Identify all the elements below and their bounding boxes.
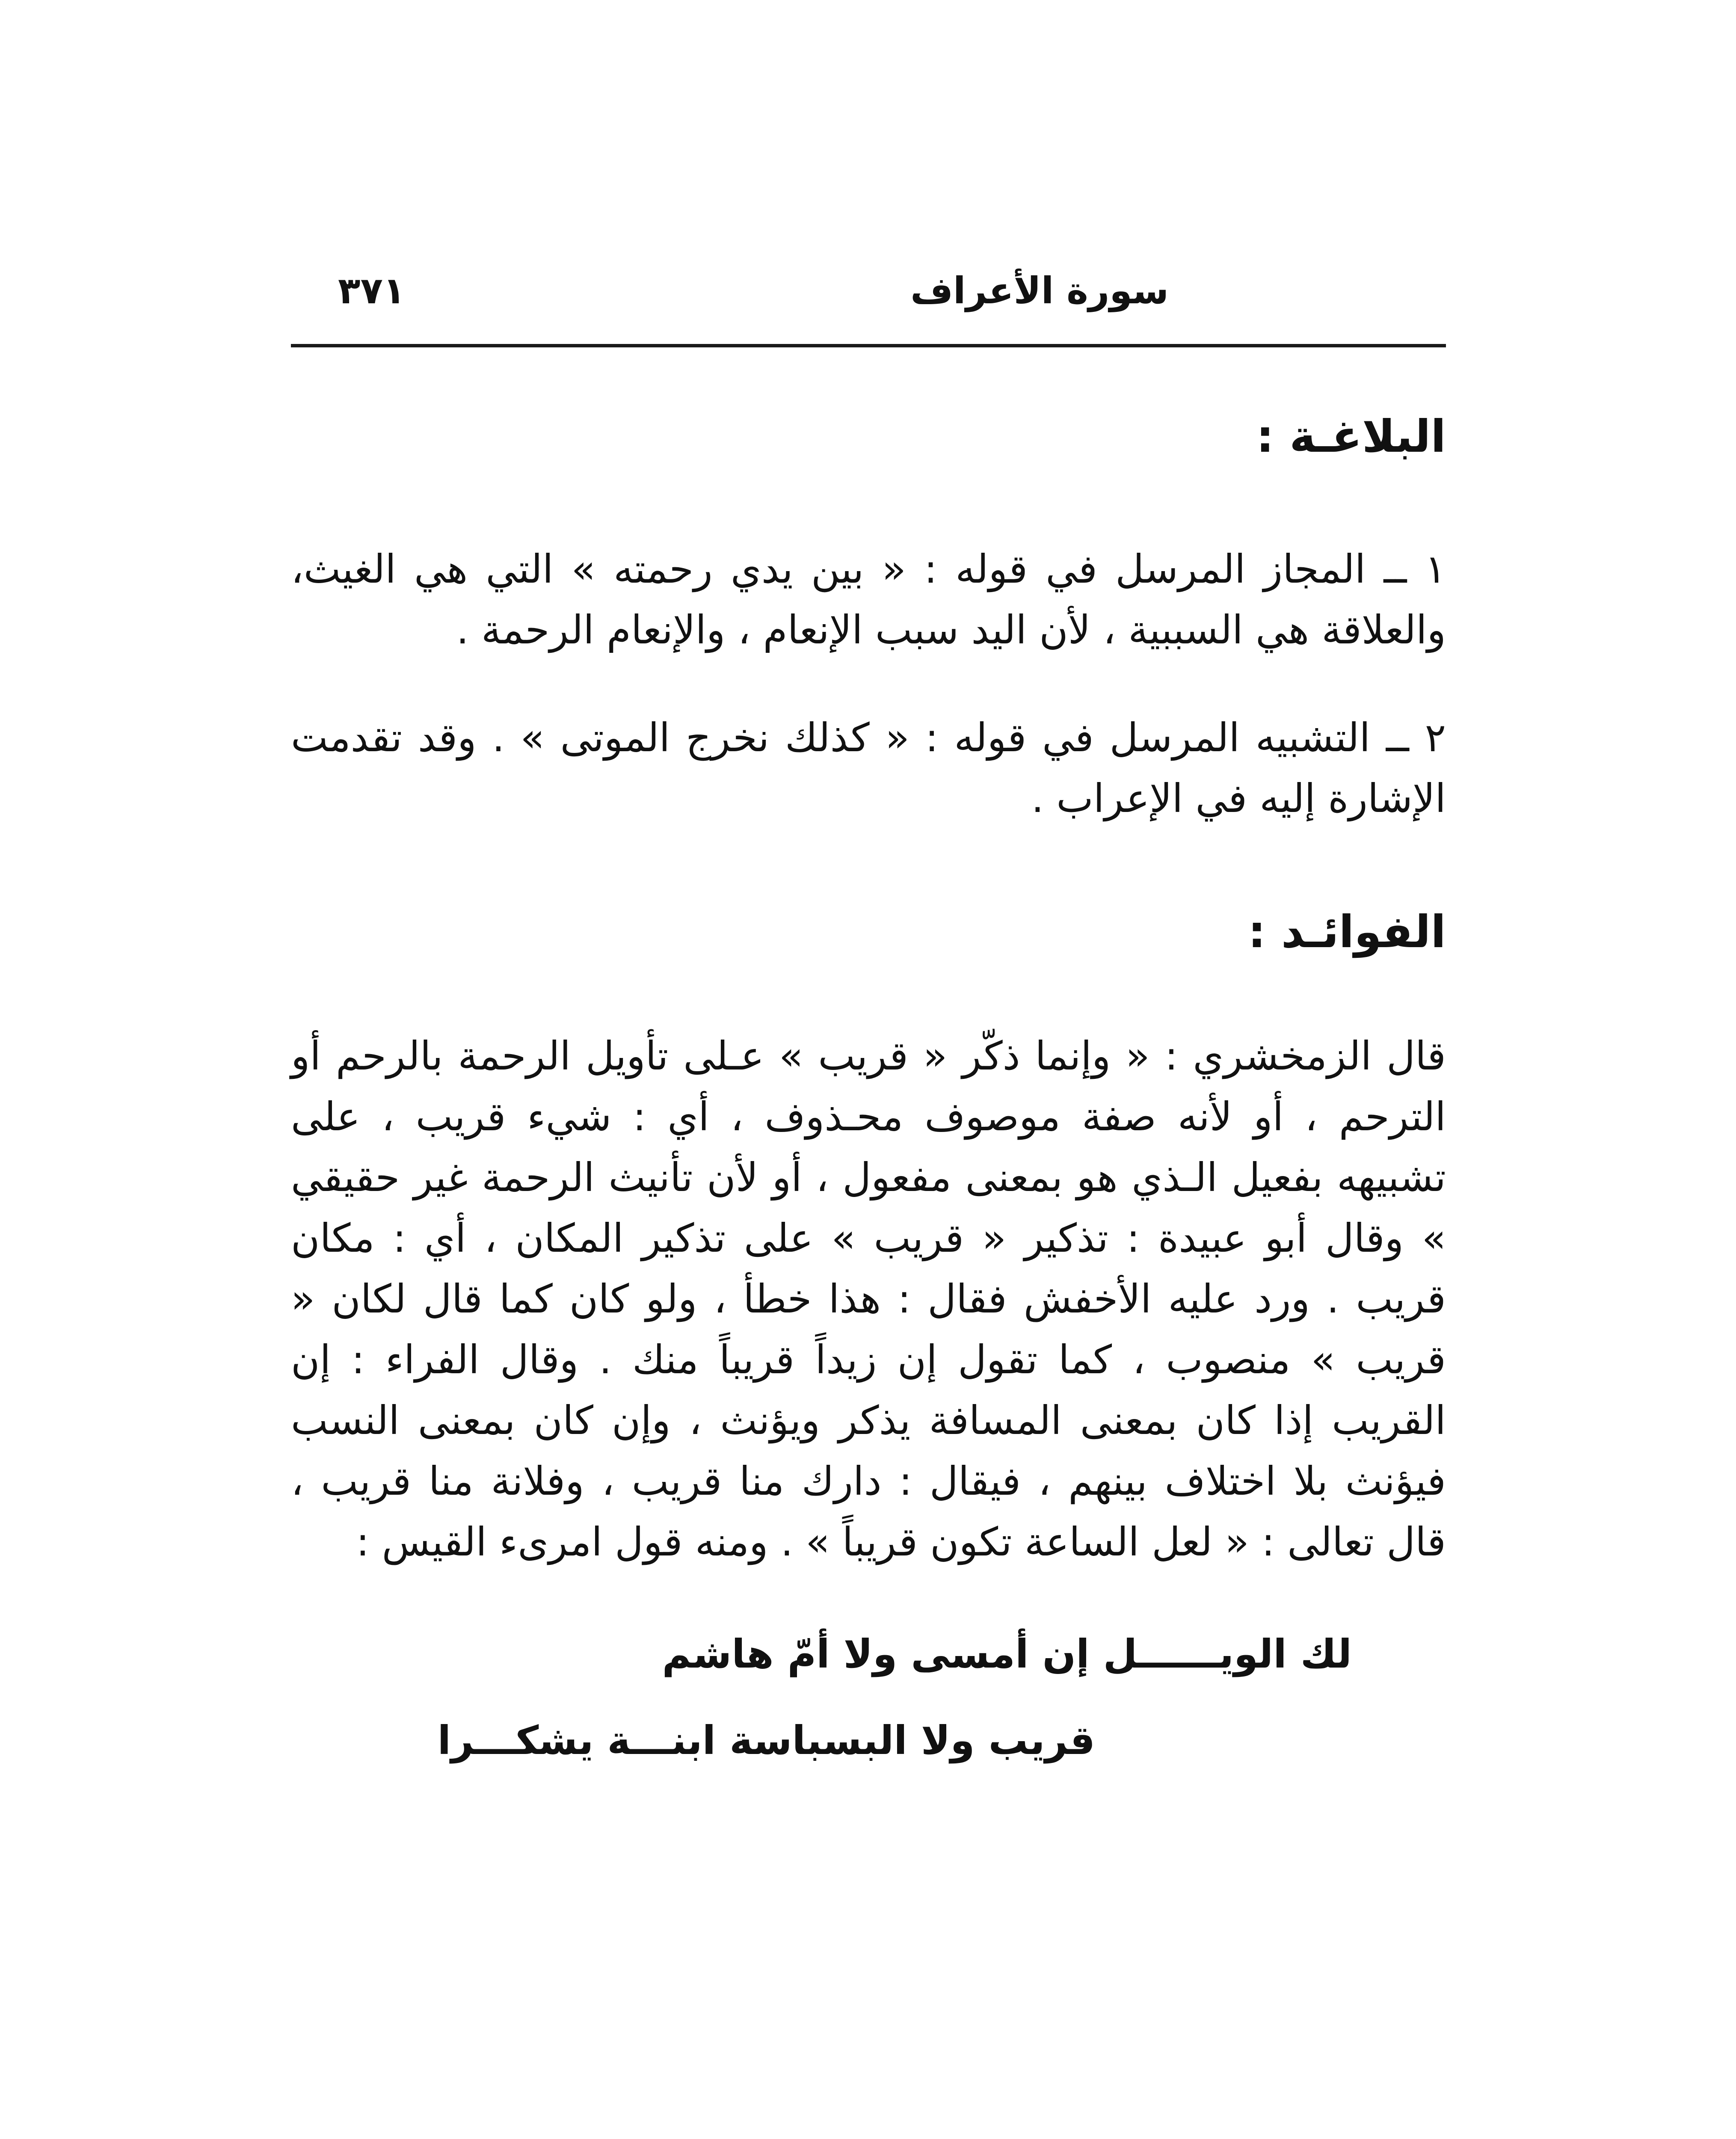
balagha-item-1: ١ ــ المجاز المرسل في قوله : « بين يدي رحمته » التي هي الغيث، والعلاقة هي السببية ، لأن اليد سبب الإنعام ، والإنعام الرحمة . (291, 546, 1446, 653)
page-content (291, 372, 1446, 1771)
page-header (291, 257, 1446, 321)
page-number: ٣٧١ (338, 270, 406, 312)
fawaid-paragraph: قال الزمخشري : « وإنما ذكّر « قريب » عـلى تأويل الرحمة بالرحم أو الترحم ، أو لأنه صفة موصوف محـذوف ، أي : شيء قريب ، على تشبيهه بفعيل الـذي هو بمعنى مفعول ، أو لأن تأنيث الرحمة غير حقيقي » وقال أبو عبيدة : تذكير « قريب » على تذكير المكان ، أي : مكان قريب . ورد عليه الأخفش فقال : هذا خطأ ، ولو كان كما قال لكان « قريب » منصوب ، كما تقول إن زيداً قريباً منك . وقال الفراء : إن القريب إذا كان بمعنى المسافة يذكر ويؤنث ، وإن كان بمعنى النسب فيؤنث بلا اختلاف بينهم ، فيقال : دارك منا قريب ، وفلانة منا قريب ، قال تعالى : « لعل الساعة تكون قريباً » . ومنه قول امرىء القيس : (291, 1033, 1446, 1565)
poetry-verse-line-1: لك الويــــــل إن أمسى ولا أمّ هاشم (662, 1631, 1352, 1677)
balagha-item-2: ٢ ــ التشبيه المرسل في قوله : « كذلك نخرج الموتى » . وقد تقدمت الإشارة إليه في الإعراب . (291, 715, 1446, 821)
section-heading-balagha: البلاغـة : (1256, 410, 1446, 462)
surah-title: سورة الأعراف (910, 270, 1169, 312)
header-divider (291, 344, 1446, 347)
poetry-verse-line-2: قريب ولا البسباسة ابنـــة يشكـــرا (437, 1718, 1095, 1763)
section-heading-fawaid: الفوائـد : (1248, 906, 1446, 958)
